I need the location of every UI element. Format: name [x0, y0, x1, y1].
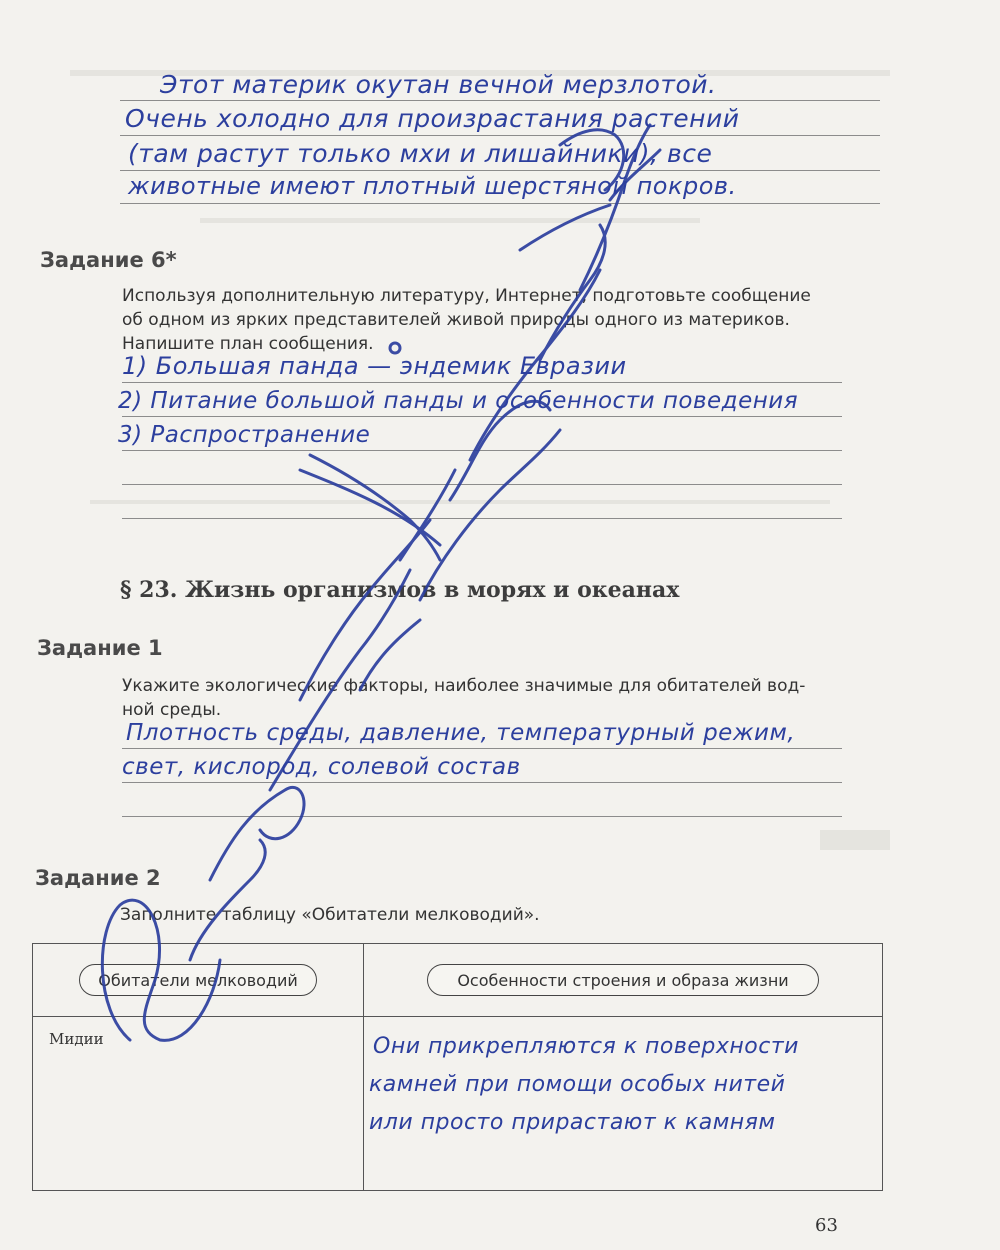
handwritten-plan-item: 3) Распространение	[118, 422, 371, 448]
handwritten-row-description: камней при помощи особых нитей	[369, 1072, 786, 1097]
section-title: § 23. Жизнь организмов в морях и океанах	[120, 577, 680, 603]
handwritten-plan-item: 2) Питание большой панды и особенности поведения	[118, 388, 799, 414]
task-instructions: Заполните таблицу «Обитатели мелководий».	[120, 905, 540, 925]
handwritten-row-description: или просто прирастают к камням	[369, 1110, 776, 1135]
instruction-line: ной среды.	[122, 700, 222, 720]
handwritten-answer-line: Плотность среды, давление, температурный режим,	[126, 720, 796, 746]
instruction-line: об одном из ярких представителей живой природы одного из материков.	[122, 310, 790, 330]
handwritten-answer-line: Очень холодно для произрастания растений	[125, 104, 740, 133]
table-header-inhabitants: Обитатели мелководий	[79, 964, 317, 996]
handwritten-answer-line: животные имеют плотный шерстяной покров.	[128, 172, 737, 200]
instruction-line: Напишите план сообщения.	[122, 334, 374, 354]
table-row-name: Мидии	[49, 1030, 104, 1048]
page-number: 63	[815, 1215, 838, 1236]
instruction-line: Укажите экологические факторы, наиболее значимые для обитателей вод-	[122, 676, 806, 696]
handwritten-answer-line: свет, кислород, солевой состав	[122, 754, 521, 780]
table-header-features: Особенности строения и образа жизни	[427, 964, 819, 996]
handwritten-answer-line: (там растут только мхи и лишайники), все	[128, 139, 713, 168]
handwritten-row-description: Они прикрепляются к поверхности	[373, 1034, 799, 1059]
task-heading: Задание 1	[37, 636, 163, 660]
handwritten-plan-item: 1) Большая панда — эндемик Евразии	[122, 352, 627, 380]
instruction-line: Используя дополнительную литературу, Интернет, подготовьте сообщение	[122, 286, 811, 306]
handwritten-answer-line: Этот материк окутан вечной мерзлотой.	[160, 70, 717, 99]
task-heading: Задание 2	[35, 866, 161, 890]
task-heading: Задание 6*	[40, 248, 177, 272]
